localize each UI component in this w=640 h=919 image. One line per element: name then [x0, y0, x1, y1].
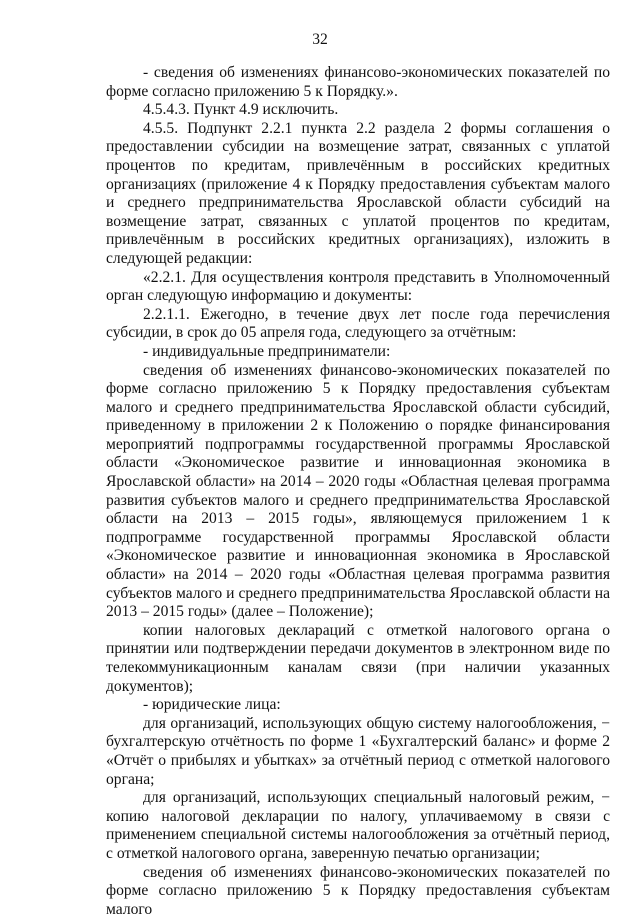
paragraph: сведения об изменениях финансово-экономических показателей по форме согласно приложению 5 к Порядку предоставления субъектам малого	[106, 863, 610, 918]
paragraph: «2.2.1. Для осуществления контроля представить в Уполномоченный орган следующую информацию и документы:	[106, 268, 610, 305]
paragraph: 4.5.4.3. Пункт 4.9 исключить.	[143, 101, 339, 119]
paragraph: копии налоговых деклараций с отметкой налогового органа о принятии или подтверждении передачи документов в электронном виде по телекоммуникационным каналам связи (при наличии указанных документов);	[106, 621, 610, 695]
paragraph: - юридические лица:	[143, 696, 281, 714]
page-number: 32	[312, 31, 328, 48]
paragraph: 4.5.5. Подпункт 2.2.1 пункта 2.2 раздела 2 формы соглашения о предоставлении субсидии на возмещение затрат, связанных с уплатой процентов по кредитам, привлечённым в российских кредитных организациях (приложение 4 к Порядку предоставления субъектам малого и среднего предпринимательства Ярославской области субсидий на возмещение затрат, связанных с уплатой процентов по кредитам, привлечённым в российских кредитных организациях), изложить в следующей редакции:	[106, 119, 610, 267]
document-body	[106, 64, 610, 919]
paragraph: сведения об изменениях финансово-экономических показателей по форме согласно приложению 5 к Порядку предоставления субъектам малого и среднего предпринимательства Ярославской области субсидий, приведенному в приложении 2 к Положению о порядке финансирования мероприятий подпрограммы государственной программы Ярославской области «Экономическое развитие и инновационная экономика в Ярославской области» на 2014 – 2020 годы «Областная целевая программа развития субъектов малого и среднего предпринимательства Ярославской области на 2013 – 2015 годы», являющемуся приложением 1 к подпрограмме государственной программы Ярославской области «Экономическое развитие и инновационная экономика в Ярославской области» на 2014 – 2020 годы «Областная целевая программа развития субъектов малого и среднего предпринимательства Ярославской области на 2013 – 2015 годы» (далее – Положение);	[106, 361, 610, 621]
paragraph: - индивидуальные предприниматели:	[143, 342, 391, 360]
paragraph: для организаций, использующих специальный налоговый режим, − копию налоговой декларации по налогу, уплачиваемому в связи с применением специальной системы налогообложения за отчётный период, с отметкой налогового органа, заверенную печатью организации;	[106, 789, 610, 862]
paragraph: 2.2.1.1. Ежегодно, в течение двух лет после года перечисления субсидии, в срок до 05 апреля года, следующего за отчётным:	[106, 305, 610, 342]
paragraph: для организаций, использующих общую систему налогообложения, − бухгалтерскую отчётность по форме 1 «Бухгалтерский баланс» и форме 2 «Отчёт о прибылях и убытках» за отчётный период с отметкой налогового органа;	[106, 714, 610, 788]
paragraph: - сведения об изменениях финансово-экономических показателей по форме согласно приложению 5 к Порядку.».	[106, 64, 610, 100]
